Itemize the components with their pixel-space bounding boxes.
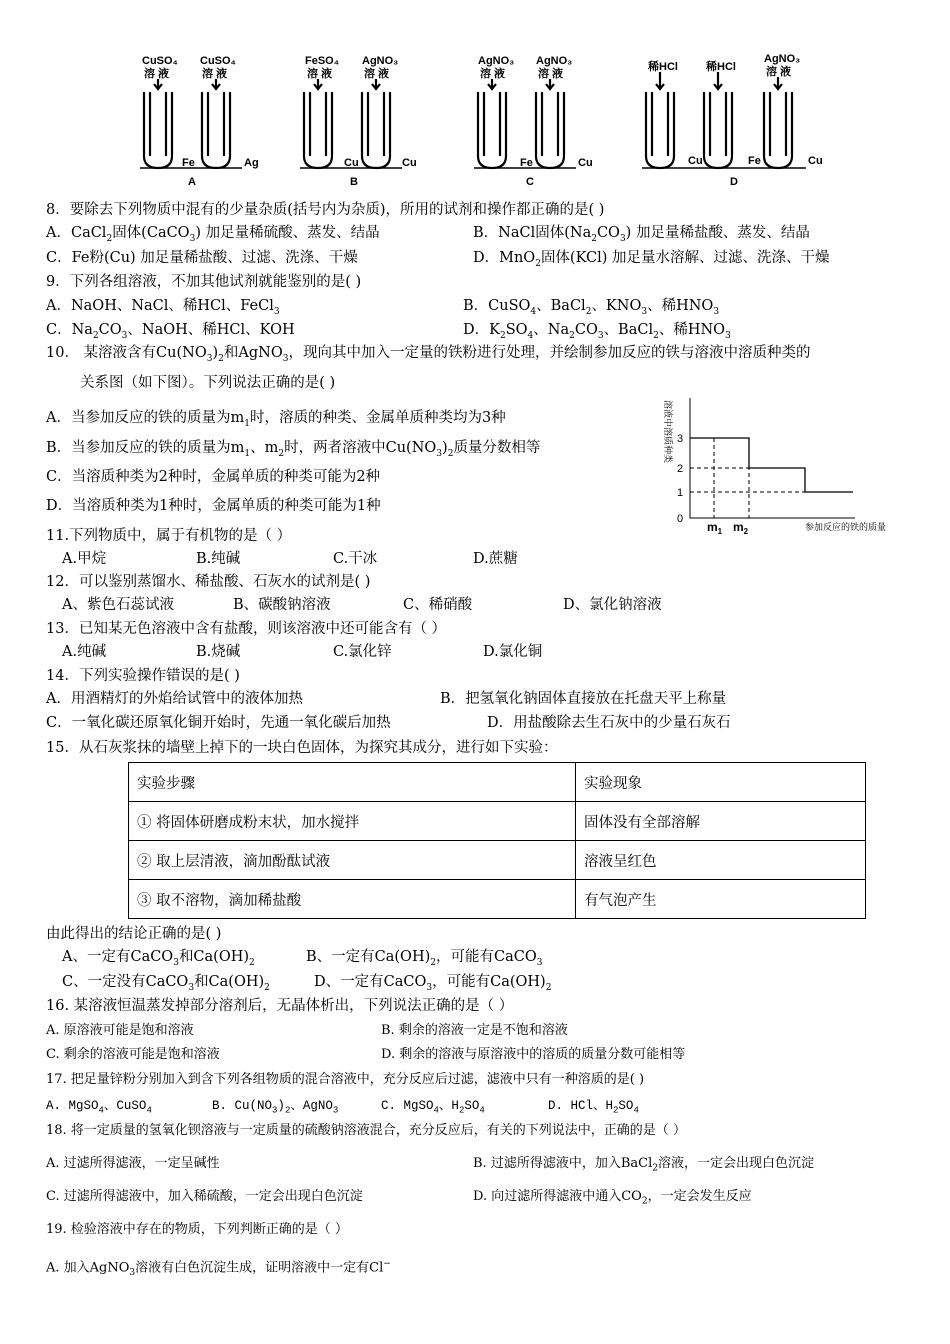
q9-option-c: C．$Na_2CO_3$、NaOH、稀HCl、KOH: [46, 322, 295, 341]
q13-option-a: A.纯碱: [62, 644, 107, 660]
q9-option-a: A．NaOH、NaCl、稀HCl、FeCl$_3$: [46, 298, 280, 317]
q16-option-a: A. 原溶液可能是饱和溶液: [46, 1023, 194, 1038]
tube-b-right-label-2: 溶 液: [364, 68, 390, 80]
q13-option-d: D.氯化铜: [483, 644, 543, 660]
q18-stem: 18. 将一定质量的氢氧化钡溶液与一定质量的硫酸钠溶液混合，充分反应后，有关的下列说法中，正确的是（ ）: [46, 1123, 686, 1138]
tube-c-letter: C: [526, 176, 534, 188]
table-row: [129, 880, 866, 919]
q16-stem: 16. 某溶液恒温蒸发掉部分溶剂后，无晶体析出，下列说法正确的是（ ）: [46, 998, 514, 1014]
tube-b-left-label-2: 溶 液: [307, 68, 333, 80]
q11-stem: 11.下列物质中，属于有机物的是（ ）: [46, 528, 292, 544]
q17-option-d: D. HCl、$H_2SO_4$: [548, 1099, 639, 1116]
q15-option-d: D、一定有CaCO$_3$，可能有$Ca(OH)_2$: [314, 974, 552, 993]
graph-y-label: 溶液中溶质种类: [663, 400, 673, 464]
tube-d-label-3a: AgNO₃: [764, 53, 801, 65]
graph-m2: $m_2$: [733, 520, 749, 536]
tube-c-metal-2: Cu: [578, 157, 593, 169]
tube-d-label-1: 稀HCl: [648, 61, 678, 73]
tube-c-left-label-2: 溶 液: [480, 68, 506, 80]
q16-option-c: C. 剩余的溶液可能是饱和溶液: [46, 1047, 220, 1062]
tube-d-metal-3: Cu: [808, 155, 823, 167]
graph-y-1: 1: [677, 487, 684, 499]
table-row: [129, 841, 866, 880]
q9-stem: 9．下列各组溶液，不加其他试剂就能鉴别的是( ): [46, 274, 362, 290]
q13-stem: 13．已知某无色溶液中含有盐酸，则该溶液中还可能含有（ ）: [46, 621, 447, 637]
tube-b-metal-1: Cu: [344, 157, 359, 169]
q10-stem-1: 10． 某溶液含有$Cu(NO_3)_2$和AgNO$_3$，现向其中加入一定量的铁粉进行处理，并绘制参加反应的铁与溶液中溶质种类的: [46, 345, 811, 364]
q17-option-a: A. MgSO$_4$、CuSO$_4$: [46, 1099, 152, 1116]
q15-option-b: B、一定有$Ca(OH)_2$，可能有CaCO$_3$: [306, 949, 543, 968]
q15-option-a: A、一定有CaCO$_3$和$Ca(OH)_2$: [62, 949, 255, 968]
q10-option-d: D．当溶质种类为1种时，金属单质的种类可能为1种: [46, 498, 381, 514]
tube-a-metal-2: Ag: [244, 157, 259, 169]
q18-option-b: B. 过滤所得滤液中，加入BaCl$_2$溶液，一定会出现白色沉淀: [473, 1156, 814, 1174]
table-cell: 固体没有全部溶解: [576, 802, 866, 841]
q12-option-c: C、稀硝酸: [403, 597, 473, 613]
q10-option-c: C．当溶质种类为2种时，金属单质的种类可能为2种: [46, 469, 381, 485]
q15-stem: 15．从石灰浆抹的墙壁上掉下的一块白色固体，为探究其成分，进行如下实验：: [46, 740, 558, 756]
q8-option-d: D．MnO$_2$固体(KCl) 加足量水溶解、过滤、洗涤、干燥: [473, 250, 830, 269]
test-tube-figure: [120, 48, 840, 196]
q8-stem: 8．要除去下列物质中混有的少量杂质(括号内为杂质)，所用的试剂和操作都正确的是( ): [46, 202, 605, 218]
graph-x-label: 参加反应的铁的质量: [805, 522, 887, 532]
tube-a-right-label-2: 溶 液: [202, 68, 228, 80]
tube-c-metal-1: Fe: [520, 157, 533, 169]
q12-option-d: D、氯化钠溶液: [563, 597, 662, 613]
q19-stem: 19. 检验溶液中存在的物质，下列判断正确的是（ ）: [46, 1222, 348, 1237]
q14-option-c: C．一氧化碳还原氧化铜开始时，先通一氧化碳后加热: [46, 715, 391, 731]
graph-m1: $m_1$: [707, 520, 723, 536]
q19-option-a: A. 加入AgNO$_3$溶液有白色沉淀生成，证明溶液中一定有Cl−: [46, 1259, 391, 1278]
tube-a-right-label-1: CuSO₄: [200, 55, 236, 67]
q10-stem-2: 关系图（如下图）。下列说法正确的是( ): [80, 375, 336, 391]
tube-a-metal-1: Fe: [182, 157, 195, 169]
q17-stem: 17. 把足量锌粉分别加入到含下列各组物质的混合溶液中，充分反应后过滤，滤液中只有一种溶质的是( ): [46, 1072, 645, 1087]
q12-option-a: A、紫色石蕊试液: [62, 597, 174, 613]
q15-conclusion: 由此得出的结论正确的是( ): [46, 926, 222, 942]
q18-option-a: A. 过滤所得滤液，一定呈碱性: [46, 1156, 220, 1171]
tube-a-letter: A: [188, 176, 196, 188]
tube-d-metal-2: Fe: [748, 155, 761, 167]
q18-option-c: C. 过滤所得滤液中，加入稀硫酸，一定会出现白色沉淀: [46, 1189, 363, 1204]
q10-option-a: A．当参加反应的铁的质量为$m_1$时，溶质的种类、金属单质种类均为3种: [46, 410, 506, 429]
tube-b-right-label-1: AgNO₃: [362, 55, 399, 67]
q15-experiment-table: [128, 762, 866, 919]
q10-graph: [655, 390, 910, 540]
tube-c-right-label-1: AgNO₃: [536, 55, 573, 67]
q14-option-d: D．用盐酸除去生石灰中的少量石灰石: [487, 715, 731, 731]
q12-option-b: B、碳酸钠溶液: [233, 597, 331, 613]
tube-c-left-label-1: AgNO₃: [478, 55, 515, 67]
table-row: [129, 763, 866, 802]
q14-stem: 14．下列实验操作错误的是( ): [46, 668, 240, 684]
tube-d-letter: D: [730, 176, 738, 188]
tube-b-metal-2: Cu: [402, 157, 417, 169]
q8-option-c: C．Fe粉(Cu) 加足量稀盐酸、过滤、洗涤、干燥: [46, 250, 358, 266]
table-cell: ③ 取不溶物，滴加稀盐酸: [129, 880, 576, 919]
q10-option-b: B．当参加反应的铁的质量为$m_1$、$m_2$时，两者溶液中$Cu(NO_3)_2$质量分数相等: [46, 440, 541, 459]
q8-option-b: B．NaCl固体$(Na_2CO_3)$ 加足量稀盐酸、蒸发、结晶: [473, 225, 810, 244]
tube-d-label-3b: 溶 液: [766, 66, 792, 78]
tube-b-left-label-1: FeSO₄: [305, 55, 339, 67]
tube-b-letter: B: [350, 176, 358, 188]
q11-option-c: C.干冰: [333, 551, 378, 567]
q16-option-b: B. 剩余的溶液一定是不饱和溶液: [381, 1023, 568, 1038]
table-cell: ① 将固体研磨成粉末状，加水搅拌: [129, 802, 576, 841]
table-header-steps: 实验步骤: [129, 763, 576, 802]
tube-d-metal-1: Cu: [688, 155, 703, 167]
graph-y-2: 2: [677, 463, 684, 475]
table-cell: 有气泡产生: [576, 880, 866, 919]
table-cell: 溶液呈红色: [576, 841, 866, 880]
tube-c-right-label-2: 溶 液: [538, 68, 564, 80]
q9-option-b: B．CuSO$_4$、BaCl$_2$、$KNO_3$、稀$HNO_3$: [463, 298, 720, 317]
table-row: [129, 802, 866, 841]
q11-option-d: D.蔗糖: [473, 551, 518, 567]
graph-y-3: 3: [677, 433, 684, 445]
q17-option-c: C. MgSO$_4$、$H_2SO_4$: [381, 1099, 485, 1116]
q17-option-b: B. $Cu(NO_3)_2$、AgNO$_3$: [212, 1099, 339, 1116]
graph-origin: 0: [677, 513, 684, 525]
q13-option-c: C.氯化锌: [333, 644, 392, 660]
q9-option-d: D．$K_2SO_4$、$Na_2CO_3$、BaCl$_2$、稀$HNO_3$: [463, 322, 731, 341]
tube-a-left-label-2: 溶 液: [144, 68, 170, 80]
q12-stem: 12．可以鉴别蒸馏水、稀盐酸、石灰水的试剂是( ): [46, 574, 371, 590]
q13-option-b: B.烧碱: [196, 644, 241, 660]
q18-option-d: D. 向过滤所得滤液中通入$CO_2$，一定会发生反应: [473, 1189, 752, 1207]
q8-option-a: A．CaCl$_2$固体(CaCO$_3$) 加足量稀硫酸、蒸发、结晶: [46, 225, 380, 244]
q14-option-b: B．把氢氧化钠固体直接放在托盘天平上称量: [440, 691, 727, 707]
table-header-observations: 实验现象: [576, 763, 866, 802]
q15-option-c: C、一定没有CaCO$_3$和$Ca(OH)_2$: [62, 974, 270, 993]
q11-option-b: B.纯碱: [196, 551, 241, 567]
table-cell: ② 取上层清液，滴加酚酞试液: [129, 841, 576, 880]
tube-a-left-label-1: CuSO₄: [142, 55, 178, 67]
q11-option-a: A.甲烷: [62, 551, 107, 567]
tube-d-label-2: 稀HCl: [706, 61, 736, 73]
q14-option-a: A．用酒精灯的外焰给试管中的液体加热: [46, 691, 303, 707]
q16-option-d: D. 剩余的溶液与原溶液中的溶质的质量分数可能相等: [381, 1047, 686, 1062]
